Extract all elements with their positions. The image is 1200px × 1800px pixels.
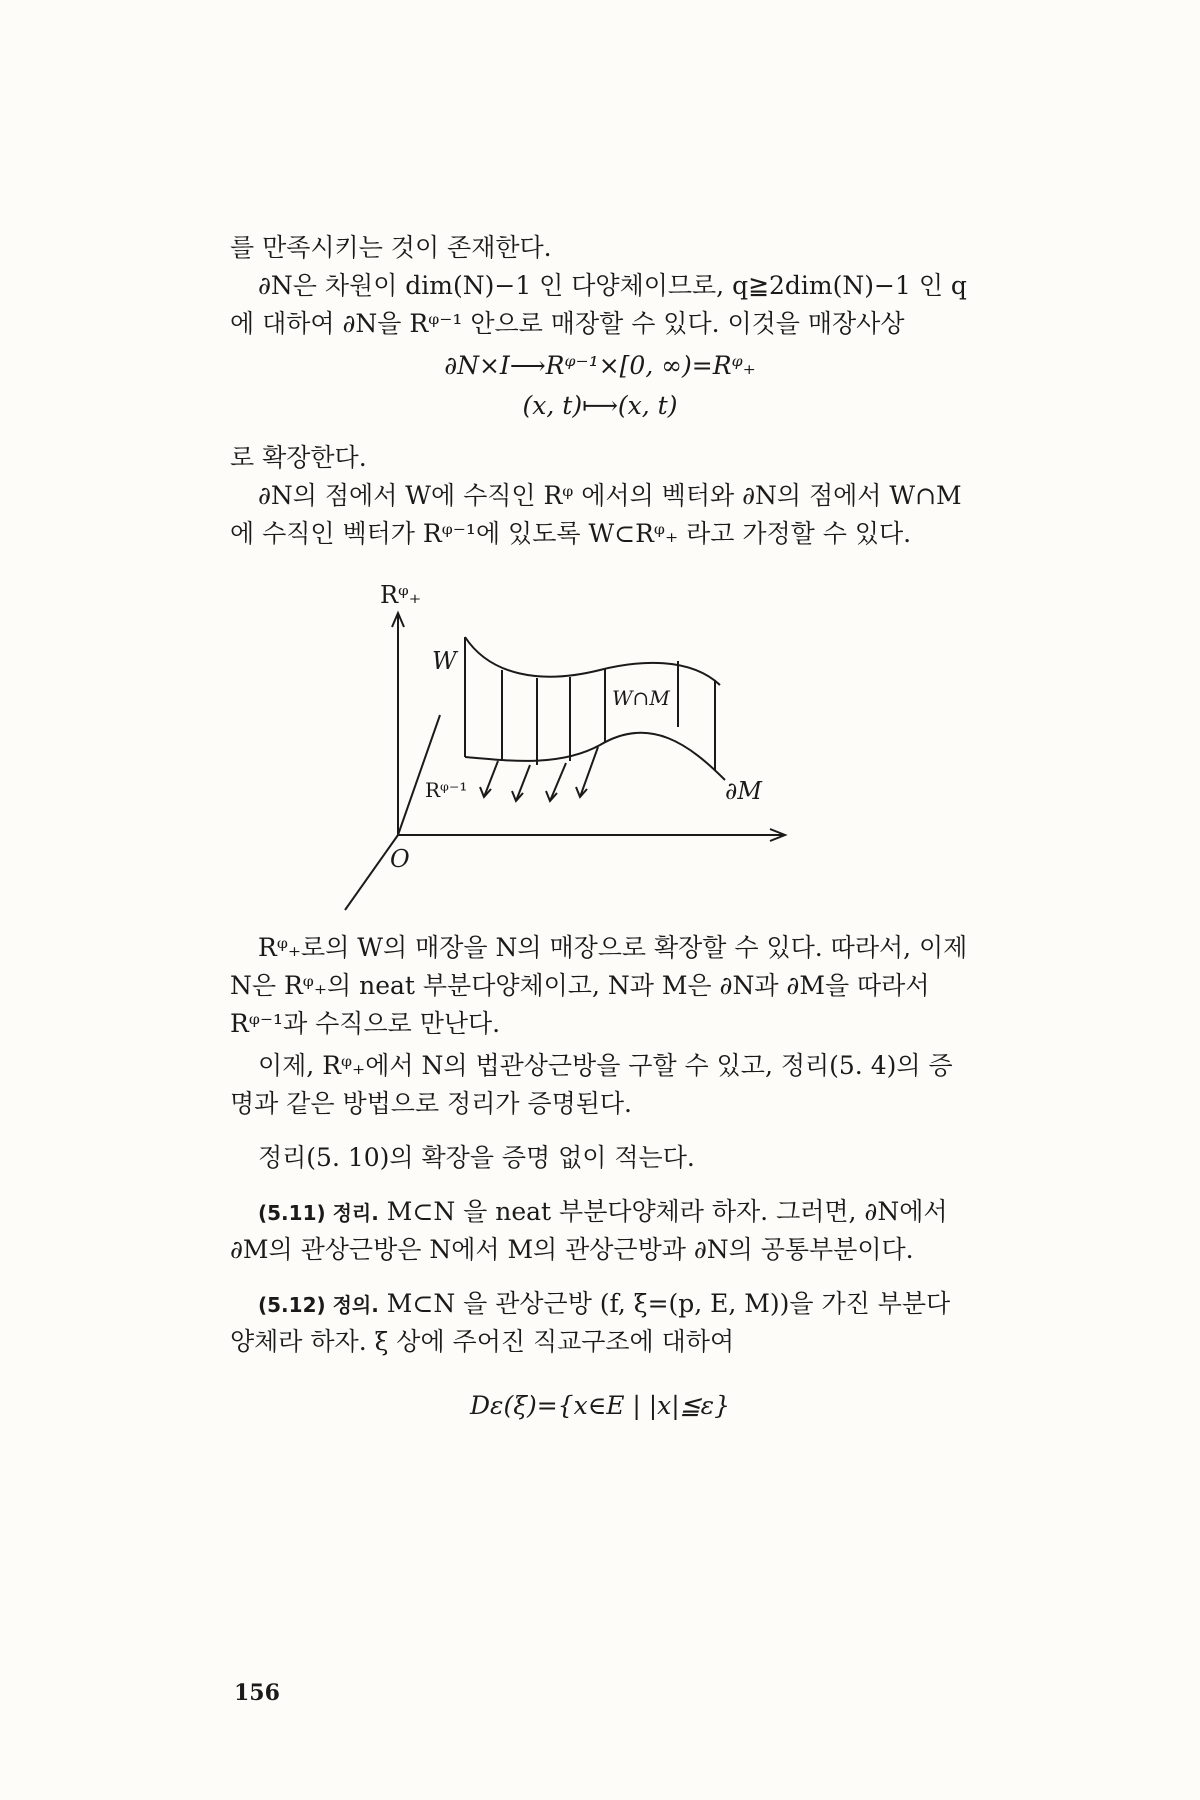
text-line-2: ∂N은 차원이 dim(N)−1 인 다양체이므로, q≧2dim(N)−1 인 q: [258, 271, 967, 300]
paragraph-line-1: Rᵠ₊로의 W의 매장을 N의 매장으로 확장할 수 있다. 따라서, 이제: [258, 933, 968, 962]
text-line-4: 로 확장한다.: [230, 443, 367, 472]
text-line-6: 에 수직인 벡터가 Rᵠ⁻¹에 있도록 W⊂Rᵠ₊ 라고 가정할 수 있다.: [230, 519, 912, 548]
origin-label: O: [390, 845, 410, 873]
paragraph-line-5: 명과 같은 방법으로 정리가 증명된다.: [230, 1089, 632, 1118]
boundary-plane-line: [398, 715, 440, 835]
equation-embedding-map: ∂N×I⟶Rᵠ⁻¹×[0, ∞)=Rᵠ₊: [444, 351, 756, 380]
theorem-5-11-text-a: M⊂N 을 neat 부분다양체라 하자. 그러면, ∂N에서: [386, 1197, 948, 1226]
paragraph-line-2: N은 Rᵠ₊의 neat 부분다양체이고, N과 M은 ∂N과 ∂M을 따라서: [230, 971, 930, 1000]
text-line-5: ∂N의 점에서 W에 수직인 Rᵠ 에서의 벡터와 ∂N의 점에서 W∩M: [258, 481, 962, 510]
definition-5-12-text-a: M⊂N 을 관상근방 (f, ξ=(p, E, M))을 가진 부분다: [386, 1289, 951, 1318]
definition-5-12-label: (5.12) 정의.: [258, 1293, 379, 1317]
surface-top-edge: [465, 637, 720, 685]
label-W-cap-M: W∩M: [612, 686, 670, 710]
label-W: W: [432, 647, 457, 675]
normal-vector-arrow: [580, 747, 598, 797]
theorem-5-11: [258, 1194, 1078, 1231]
paragraph-line-6: 정리(5. 10)의 확장을 증명 없이 적는다.: [258, 1143, 695, 1172]
theorem-5-11-text-b: ∂M의 관상근방은 N에서 M의 관상근방과 ∂N의 공통부분이다.: [230, 1235, 914, 1264]
normal-vector-arrow: [550, 763, 566, 801]
text-line-1: 를 만족시키는 것이 존재한다.: [230, 233, 552, 262]
equation-disk-bundle: Dε(ξ)={x∈E | |x|≦ε}: [470, 1391, 730, 1420]
page-number: 156: [234, 1680, 280, 1706]
normal-vector-arrow: [516, 765, 530, 801]
label-Rq-minus-1: Rᵠ⁻¹: [425, 778, 468, 802]
tubular-neighborhood-figure: [330, 575, 830, 920]
equation-map-rule: (x, t)⟼(x, t): [522, 391, 678, 420]
text-line-3: 에 대하여 ∂N을 Rᵠ⁻¹ 안으로 매장할 수 있다. 이것을 매장사상: [230, 309, 905, 338]
axis-label-Rq-plus: Rᵠ₊: [380, 581, 422, 609]
paragraph-line-4: 이제, Rᵠ₊에서 N의 법관상근방을 구할 수 있고, 정리(5. 4)의 증: [258, 1051, 953, 1080]
definition-5-12: [258, 1286, 1078, 1323]
normal-vector-arrow: [484, 761, 498, 797]
definition-5-12-text-b: 양체라 하자. ξ 상에 주어진 직교구조에 대하여: [230, 1327, 735, 1356]
theorem-5-11-label: (5.11) 정리.: [258, 1201, 379, 1225]
paragraph-line-3: Rᵠ⁻¹과 수직으로 만난다.: [230, 1009, 501, 1038]
label-dM: ∂M: [725, 777, 762, 805]
